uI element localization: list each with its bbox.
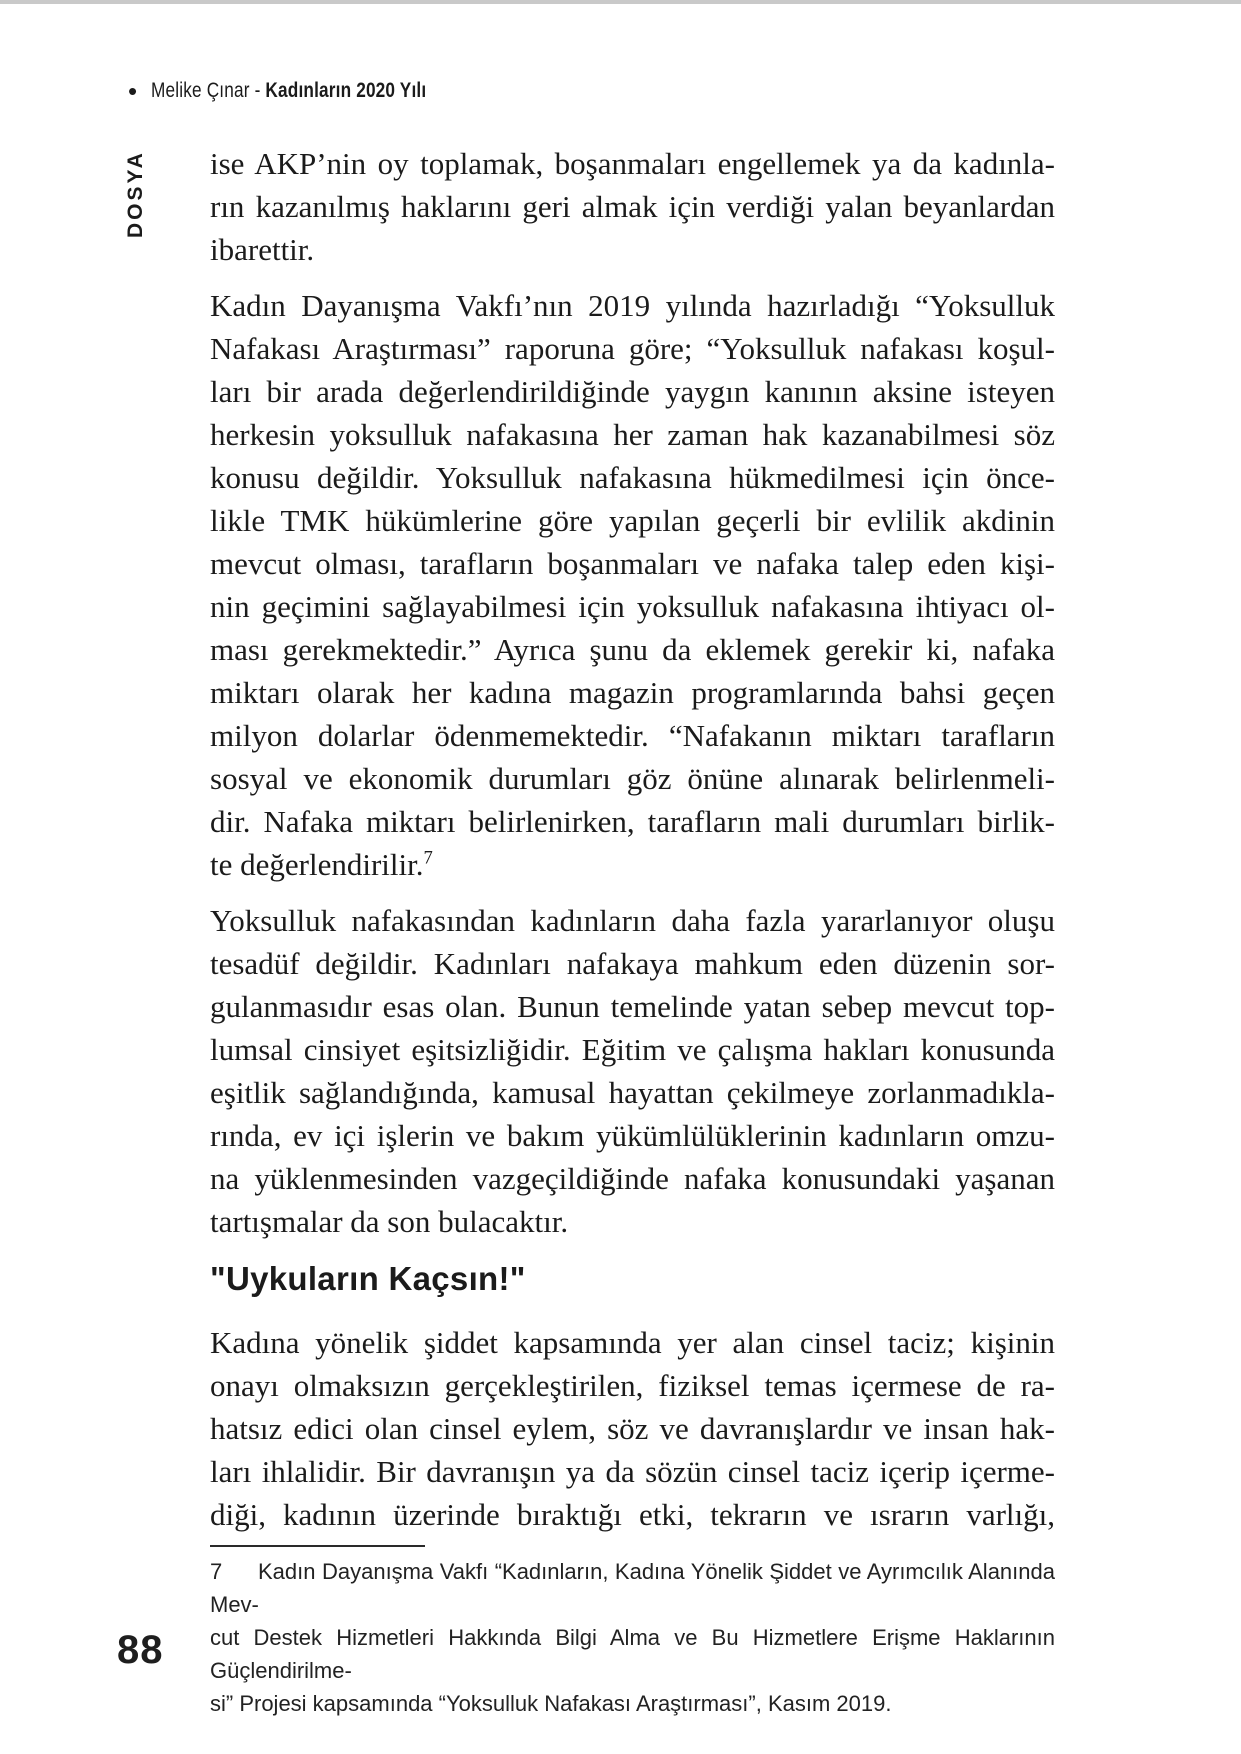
text-line: onayı olmaksızın gerçekleştirilen, fiziksel temas içermese de ra- [210,1368,1055,1403]
paragraph-1 [210,142,1055,271]
footnote-text: Kadın Dayanışma Vakfı “Kadınların, Kadına Yönelik Şiddet ve Ayrımcılık Alanında Mev- [210,1559,1055,1617]
text-line: Nafakası Araştırması” raporuna göre; “Yoksulluk nafakası koşul- [210,331,1055,366]
text-line: Kadına yönelik şiddet kapsamında yer alan cinsel taciz; kişinin [210,1325,1055,1360]
text-line: dir. Nafaka miktarı belirlenirken, tarafların mali durumları birlik- [210,804,1055,839]
footnote-line: cut Destek Hizmetleri Hakkında Bilgi Alma ve Bu Hizmetlere Erişme Haklarının Güçlendirilme- [210,1625,1055,1683]
footnote-reference-marker: 7 [423,847,433,869]
header-text [151,78,426,104]
text-line: rında, ev içi işlerin ve bakım yükümlülüklerinin kadınların omzu- [210,1118,1055,1153]
text-line: miktarı olarak her kadına magazin programlarında bahsi geçen [210,675,1055,710]
text-line: ları bir arada değerlendirildiğinde yaygın kanının aksine isteyen [210,374,1055,409]
text-line: nin geçimini sağlayabilmesi için yoksulluk nafakasına ihtiyacı ol- [210,589,1055,624]
header-book-title: Kadınların 2020 Yılı [265,79,427,102]
text-line: milyon dolarlar ödenmemektedir. “Nafakanın miktarı tarafların [210,718,1055,753]
running-header [128,78,487,104]
header-author: Melike Çınar - [151,79,266,102]
page-number: 88 [117,1628,164,1672]
text-line: sosyal ve ekonomik durumları göz önüne alınarak belirlenmeli- [210,761,1055,796]
text-line: lumsal cinsiyet eşitsizliğidir. Eğitim ve çalışma hakları konusunda [210,1032,1055,1067]
text-line: ması gerekmektedir.” Ayrıca şunu da eklemek gerekir ki, nafaka [210,632,1055,667]
footnote-separator-rule [210,1545,425,1547]
footnote-line [210,1555,1055,1621]
text-line: mevcut olması, tarafların boşanmaları ve nafaka talep eden kişi- [210,546,1055,581]
section-heading: "Uykuların Kaçsın!" [210,1260,526,1297]
text-line: eşitlik sağlandığında, kamusal hayattan çekilmeye zorlanmadıkla- [210,1075,1055,1110]
footnote-number: 7 [210,1559,223,1584]
text-line: tartışmalar da son bulacaktır. [210,1204,569,1239]
text-line: tesadüf değildir. Kadınları nafakaya mahkum eden düzenin sor- [210,946,1055,981]
text-line: ibarettir. [210,232,315,267]
text-line: rın kazanılmış haklarını geri almak için verdiği yalan beyanlardan [210,189,1055,224]
text-line: gulanmasıdır esas olan. Bunun temelinde yatan sebep mevcut top- [210,989,1055,1024]
paragraph-4 [210,1321,1055,1536]
text-line: Kadın Dayanışma Vakfı’nın 2019 yılında hazırladığı “Yoksulluk [210,288,1055,323]
scan-edge-artifact [0,0,1241,4]
text-line: na yüklenmesinden vazgeçildiğinde nafaka konusundaki yaşanan [210,1161,1055,1196]
paragraph-2 [210,284,1055,886]
text-line: konusu değildir. Yoksulluk nafakasına hükmedilmesi için önce- [210,460,1055,495]
header-bullet-icon: • [128,76,138,106]
text-line: ları ihlalidir. Bir davranışın ya da sözün cinsel taciz içerip içerme- [210,1454,1055,1489]
footnote-block [210,1545,1055,1720]
text-line-with-footnote-ref [210,843,1055,886]
footnote-line: si” Projesi kapsamında “Yoksulluk Nafakası Araştırması”, Kasım 2019. [210,1691,892,1716]
body-text-column [210,142,1055,1549]
text-line: likle TMK hükümlerine göre yapılan geçerli bir evlilik akdinin [210,503,1055,538]
sidebar-section-label: DOSYA [124,150,147,238]
text-line: herkesin yoksulluk nafakasına her zaman hak kazanabilmesi söz [210,417,1055,452]
text-line: te değerlendirilir. [210,847,424,882]
text-line: diği, kadının üzerinde bıraktığı etki, tekrarın ve ısrarın varlığı, [210,1497,1055,1532]
text-line: hatsız edici olan cinsel eylem, söz ve davranışlardır ve insan hak- [210,1411,1055,1446]
paragraph-3 [210,899,1055,1243]
text-line: ise AKP’nin oy toplamak, boşanmaları engellemek ya da kadınla- [210,146,1055,181]
text-line: Yoksulluk nafakasından kadınların daha fazla yararlanıyor oluşu [210,903,1055,938]
